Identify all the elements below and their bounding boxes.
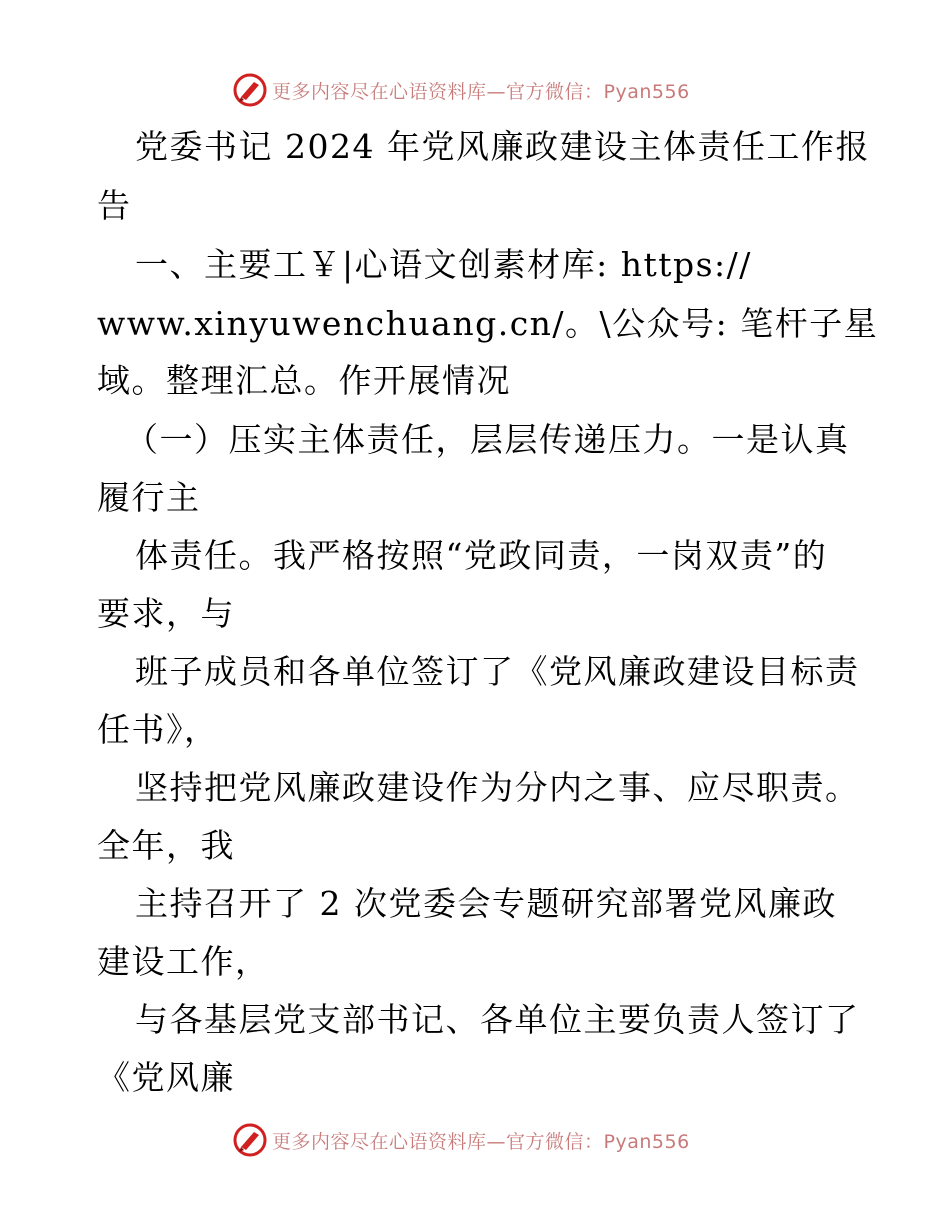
body-line: www.xinyuwenchuang.cn/。\公众号: 笔杆子星 bbox=[97, 304, 879, 343]
footer-banner-text: 更多内容尽在心语资料库—官方微信：Pyan556 bbox=[272, 1130, 690, 1153]
body-line: 建设工作， bbox=[97, 942, 270, 981]
body-line: 主持召开了 2 次党委会专题研究部署党风廉政 bbox=[135, 884, 837, 923]
footer-banner bbox=[232, 1120, 718, 1160]
body-line: 《党风廉 bbox=[97, 1058, 235, 1097]
body-line: （一）压实主体责任，层层传递压力。一是认真 bbox=[125, 420, 850, 459]
body-line: 告 bbox=[97, 186, 132, 225]
body-line: 体责任。我严格按照“党政同责，一岗双责”的 bbox=[135, 536, 828, 575]
body-line: 域。整理汇总。作开展情况 bbox=[97, 361, 511, 400]
body-line: 党委书记 2024 年党风廉政建设主体责任工作报 bbox=[135, 127, 870, 166]
body-line: 任书》， bbox=[97, 710, 219, 749]
body-line: 全年，我 bbox=[97, 826, 235, 865]
header-banner-text: 更多内容尽在心语资料库—官方微信：Pyan556 bbox=[272, 80, 690, 103]
logo-icon bbox=[232, 1122, 268, 1158]
body-line: 要求，与 bbox=[97, 594, 235, 633]
body-line: 与各基层党支部书记、各单位主要负责人签订了 bbox=[135, 1000, 860, 1039]
body-line: 履行主 bbox=[97, 478, 201, 517]
body-line: 坚持把党风廉政建设作为分内之事、应尽职责。 bbox=[135, 768, 860, 807]
body-line: 一、主要工￥|心语文创素材库: https:// bbox=[135, 245, 752, 284]
body-line: 班子成员和各单位签订了《党风廉政建设目标责 bbox=[135, 652, 860, 691]
